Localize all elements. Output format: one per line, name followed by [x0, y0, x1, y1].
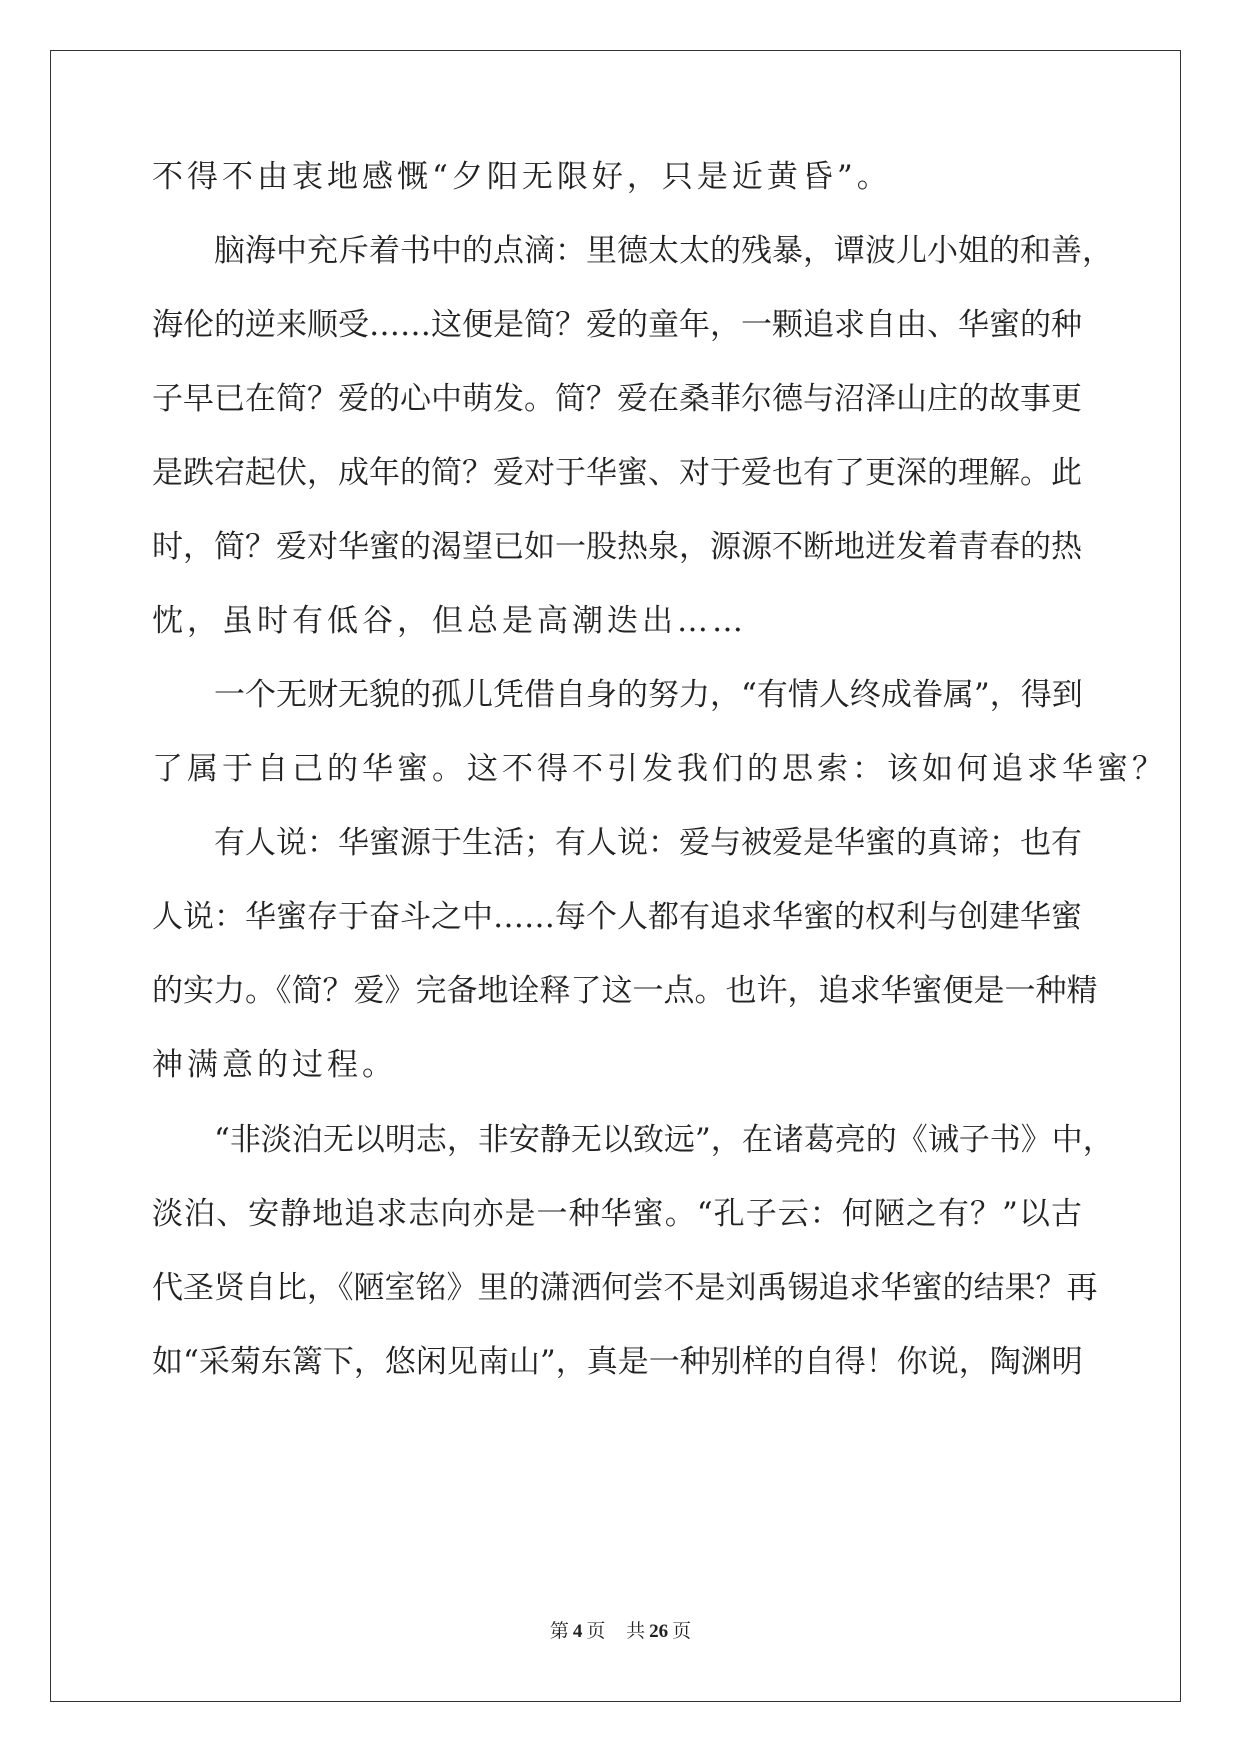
page-number: [546, 1621, 610, 1642]
page-prefix: 第: [549, 1621, 569, 1642]
total-prefix: 共: [626, 1621, 646, 1642]
page-frame: [50, 50, 1181, 1702]
text-line: 的实力。《简？爱》完备地诠释了这一点。也许，追求华蜜便是一种精: [152, 973, 1098, 1009]
text-line: 人说：华蜜存于奋斗之中……每个人都有追求华蜜的权利与创建华蜜: [152, 899, 1082, 935]
page-unit: 页: [586, 1621, 606, 1642]
text-line: 有人说：华蜜源于生活；有人说：爱与被爱是华蜜的真谛；也有: [214, 825, 1082, 861]
text-line: 忱，虽时有低谷，但总是高潮迭出……: [152, 603, 747, 639]
text-line: 是跌宕起伏，成年的简？爱对于华蜜、对于爱也有了更深的理解。此: [152, 455, 1082, 491]
text-line: 脑海中充斥着书中的点滴：里德太太的残暴，谭波儿小姐的和善，: [214, 233, 1113, 269]
total-unit: 页: [672, 1621, 692, 1642]
page-total: [622, 1621, 695, 1642]
text-line: 时，简？爱对华蜜的渴望已如一股热泉，源源不断地迸发着青春的热: [152, 529, 1082, 565]
text-line: 了属于自己的华蜜。这不得不引发我们的思索：该如何追求华蜜？: [152, 751, 1167, 787]
current-page: 4: [572, 1621, 583, 1642]
text-line: 不得不由衷地感慨“夕阳无限好，只是近黄昏”。: [152, 159, 892, 195]
text-line: 海伦的逆来顺受……这便是简？爱的童年，一颗追求自由、华蜜的种: [152, 307, 1082, 343]
text-line: 一个无财无貌的孤儿凭借自身的努力，“有情人终成眷属”，得到: [214, 677, 1083, 713]
text-line: 如“采菊东篱下，悠闲见南山”，真是一种别样的自得！你说，陶渊明: [152, 1344, 1083, 1380]
page-footer: [0, 1616, 1241, 1643]
text-line: 神满意的过程。: [152, 1047, 397, 1083]
text-line: “非淡泊无以明志，非安静无以致远”，在诸葛亮的《诫子书》中，: [214, 1122, 1114, 1158]
text-line: 代圣贤自比，《陋室铭》里的潇洒何尝不是刘禹锡追求华蜜的结果？再: [152, 1270, 1098, 1306]
text-line: 淡泊、安静地追求志向亦是一种华蜜。“孔子云：何陋之有？”以古: [152, 1196, 1082, 1232]
total-pages: 26: [649, 1621, 669, 1642]
text-line: 子早已在简？爱的心中萌发。简？爱在桑菲尔德与沼泽山庄的故事更: [152, 381, 1082, 417]
